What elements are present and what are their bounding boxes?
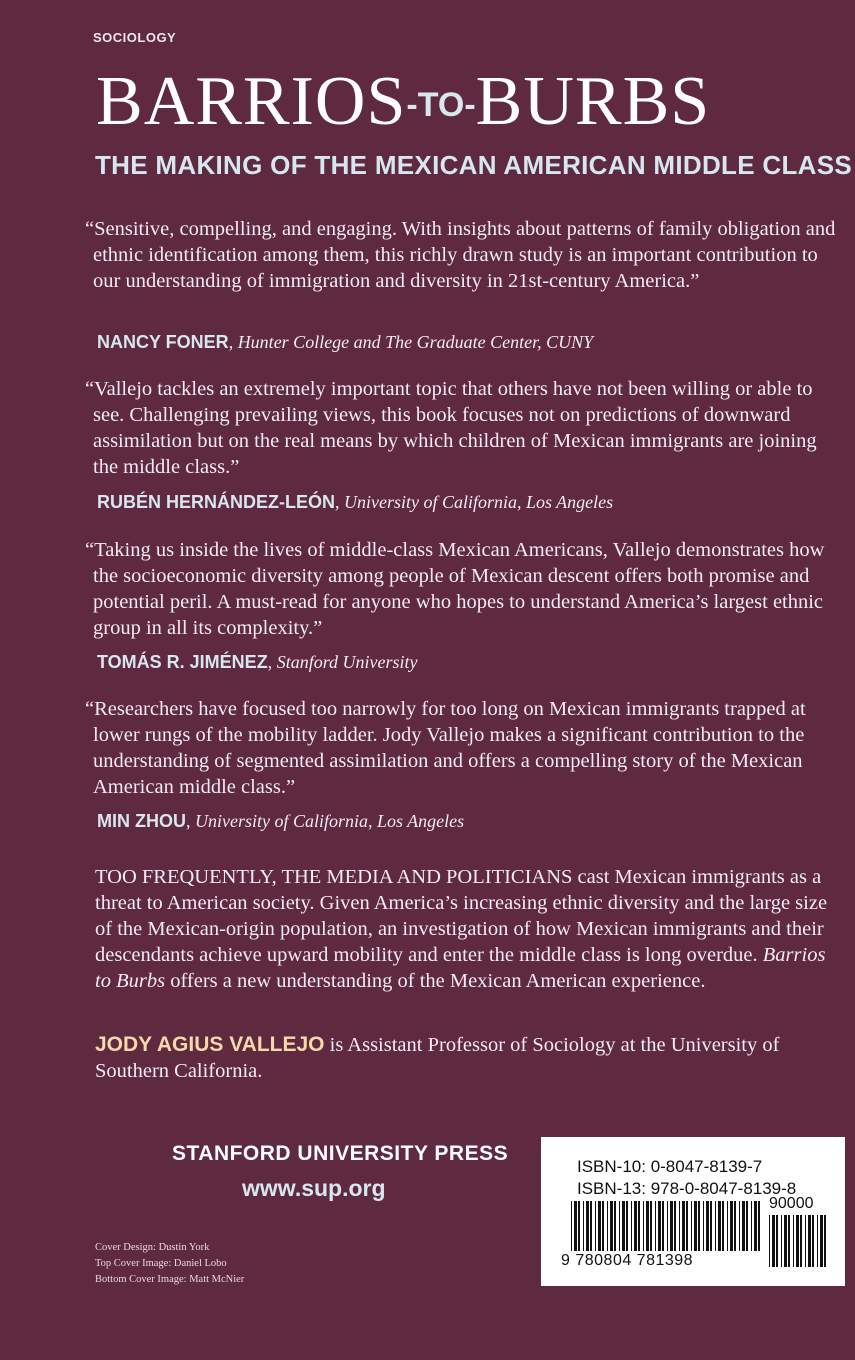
barcode-bar <box>715 1201 716 1251</box>
author-bio <box>95 1032 845 1084</box>
barcode-bar <box>571 1201 572 1251</box>
isbn-13: ISBN-13: 978-0-8047-8139-8 <box>577 1179 797 1198</box>
barcode-bar <box>734 1201 736 1251</box>
barcode-bar <box>650 1201 652 1251</box>
barcode-bar <box>607 1201 608 1251</box>
barcode-bar <box>626 1201 628 1251</box>
barcode-bar <box>595 1201 596 1251</box>
barcode-bar <box>758 1201 760 1251</box>
barcode-bar <box>674 1201 676 1251</box>
endorsement-quote-3 <box>85 537 845 641</box>
barcode-bar <box>817 1215 818 1267</box>
barcode-bar <box>781 1215 782 1267</box>
barcode-bar <box>788 1215 790 1267</box>
barcode-bar <box>769 1215 770 1267</box>
isbn-10: ISBN-10: 0-8047-8139-7 <box>577 1157 763 1176</box>
barcode-bar <box>634 1201 637 1251</box>
title-part-to: -TO- <box>406 86 476 124</box>
barcode-bar <box>710 1201 712 1251</box>
endorsement-attribution-4: MIN ZHOU, University of California, Los Angeles <box>97 811 465 831</box>
barcode-bar <box>602 1201 604 1251</box>
barcode-bar <box>583 1201 584 1251</box>
quote-text: “Vallejo tackles an extremely important topic that others have not been willing or able to see. Challenging prevailing views, this book focuses not on predictions of downward assimilation but on the real means by which children of Mexican immigrants are joining the middle class.” <box>85 378 817 478</box>
barcode-bar <box>824 1215 826 1267</box>
barcode-bar <box>746 1201 748 1251</box>
barcode-bar <box>812 1215 814 1267</box>
book-subtitle: THE MAKING OF THE MEXICAN AMERICAN MIDDLE CLASS <box>95 150 853 180</box>
endorser-affiliation: University of California, Los Angeles <box>344 492 614 512</box>
endorser-name: TOMÁS R. JIMÉNEZ <box>97 652 268 672</box>
description-text: TOO FREQUENTLY, THE MEDIA AND POLITICIANS cast Mexican immigrants as a threat to American society. Given America’s increasing ethnic diversity and the large size of the Mexican-origin population, an investigation of how Mexican immigrants and their descendants achieve upward mobility and enter the middle class is long overdue. <box>95 866 828 966</box>
endorsement-attribution-1: NANCY FONER, Hunter College and The Graduate Center, CUNY <box>97 332 594 352</box>
author-bio-text: is Assistant Professor of Sociology at the University of Southern California. <box>95 1034 780 1082</box>
barcode-bar <box>670 1201 673 1251</box>
endorser-name: MIN ZHOU <box>97 811 186 831</box>
barcode-bar <box>610 1201 613 1251</box>
barcode-bar <box>784 1215 787 1267</box>
endorsement-attribution-2: RUBÉN HERNÁNDEZ-LEÓN, University of California, Los Angeles <box>97 492 614 512</box>
barcode-bar <box>622 1201 625 1251</box>
barcode-bar <box>742 1201 745 1251</box>
barcode-bar <box>682 1201 685 1251</box>
barcode-bar <box>776 1215 778 1267</box>
barcode-bar <box>754 1201 757 1251</box>
barcode-bar <box>706 1201 709 1251</box>
book-title <box>96 62 710 153</box>
book-description <box>95 864 845 994</box>
barcode-bar <box>730 1201 733 1251</box>
barcode-bar <box>655 1201 656 1251</box>
barcode-bar <box>722 1201 724 1251</box>
endorser-affiliation: Stanford University <box>276 652 418 672</box>
barcode-bar <box>796 1215 799 1267</box>
endorser-name: RUBÉN HERNÁNDEZ-LEÓN <box>97 492 335 512</box>
isbn-barcode-box <box>541 1137 845 1286</box>
endorser-affiliation: Hunter College and The Graduate Center, CUNY <box>237 332 594 352</box>
barcode-bar <box>679 1201 680 1251</box>
credit-top-image: Top Cover Image: Daniel Lobo <box>95 1258 227 1269</box>
barcode-bar <box>718 1201 721 1251</box>
quote-text: “Sensitive, compelling, and engaging. With insights about patterns of family obligation and ethnic identification among them, this richly drawn study is an important contribution to our understanding of immigration and diversity in 21st-century America.” <box>85 218 836 292</box>
barcode-bar <box>820 1215 823 1267</box>
barcode-bar <box>643 1201 644 1251</box>
credit-bottom-image: Bottom Cover Image: Matt McNier <box>95 1274 245 1285</box>
endorsement-quote-4 <box>85 696 845 800</box>
barcode-bar <box>698 1201 700 1251</box>
credit-cover-design: Cover Design: Dustin York <box>95 1242 210 1253</box>
barcode-bar <box>694 1201 697 1251</box>
barcode-bar <box>800 1215 802 1267</box>
barcode-bar <box>658 1201 661 1251</box>
barcode-bar <box>662 1201 664 1251</box>
author-name: JODY AGIUS VALLEJO <box>95 1033 325 1056</box>
barcode-bar <box>631 1201 632 1251</box>
price-code: 90000 <box>769 1195 814 1212</box>
addon-barcode-bars <box>769 1215 826 1267</box>
title-part-burbs: BURBS <box>475 63 711 140</box>
quote-text: “Researchers have focused too narrowly for too long on Mexican immigrants trapped at lower rungs of the mobility ladder. Jody Vallejo makes a significant contribution to the understanding of segmented assimilation and offers a compelling story of the Mexican American middle class.” <box>85 698 806 798</box>
endorsement-quote-2 <box>85 376 845 480</box>
barcode-bar <box>805 1215 806 1267</box>
barcode-bar <box>686 1201 688 1251</box>
barcode-bar <box>578 1201 580 1251</box>
barcode-bar <box>590 1201 592 1251</box>
barcode-bar <box>808 1215 811 1267</box>
barcode-bar <box>751 1201 752 1251</box>
description-book-title: Barrios to Burbs <box>95 944 826 992</box>
quote-text: “Taking us inside the lives of middle-class Mexican Americans, Vallejo demonstrates how the socioeconomic diversity among people of Mexican descent offers both promise and potential peril. A must-read for anyone who hopes to understand America’s largest ethnic group in all its complexity.” <box>85 539 825 639</box>
main-barcode-bars <box>571 1201 760 1251</box>
barcode-bar <box>598 1201 601 1251</box>
barcode-bar <box>614 1201 616 1251</box>
barcode-bar <box>739 1201 740 1251</box>
barcode-bar <box>638 1201 640 1251</box>
barcode-bar <box>646 1201 649 1251</box>
description-text-end: offers a new understanding of the Mexican American experience. <box>170 970 706 992</box>
publisher-url[interactable]: www.sup.org <box>242 1175 386 1201</box>
endorsement-quote-1 <box>85 216 845 294</box>
barcode-bar <box>586 1201 589 1251</box>
barcode-bar <box>691 1201 692 1251</box>
barcode-bar <box>667 1201 668 1251</box>
endorsement-attribution-3: TOMÁS R. JIMÉNEZ, Stanford University <box>97 652 418 672</box>
barcode-bar <box>772 1215 775 1267</box>
barcode-bar <box>793 1215 794 1267</box>
category-label: SOCIOLOGY <box>93 30 177 45</box>
barcode-bar <box>574 1201 577 1251</box>
endorser-affiliation: University of California, Los Angeles <box>195 811 465 831</box>
barcode-bar <box>619 1201 620 1251</box>
title-part-barrios: BARRIOS <box>96 63 407 140</box>
barcode-digits: 9 780804 781398 <box>561 1252 694 1269</box>
publisher-name: STANFORD UNIVERSITY PRESS <box>172 1142 509 1165</box>
barcode-bar <box>727 1201 728 1251</box>
cover-credits <box>95 1240 244 1288</box>
endorser-name: NANCY FONER <box>97 332 229 352</box>
barcode-bar <box>703 1201 704 1251</box>
